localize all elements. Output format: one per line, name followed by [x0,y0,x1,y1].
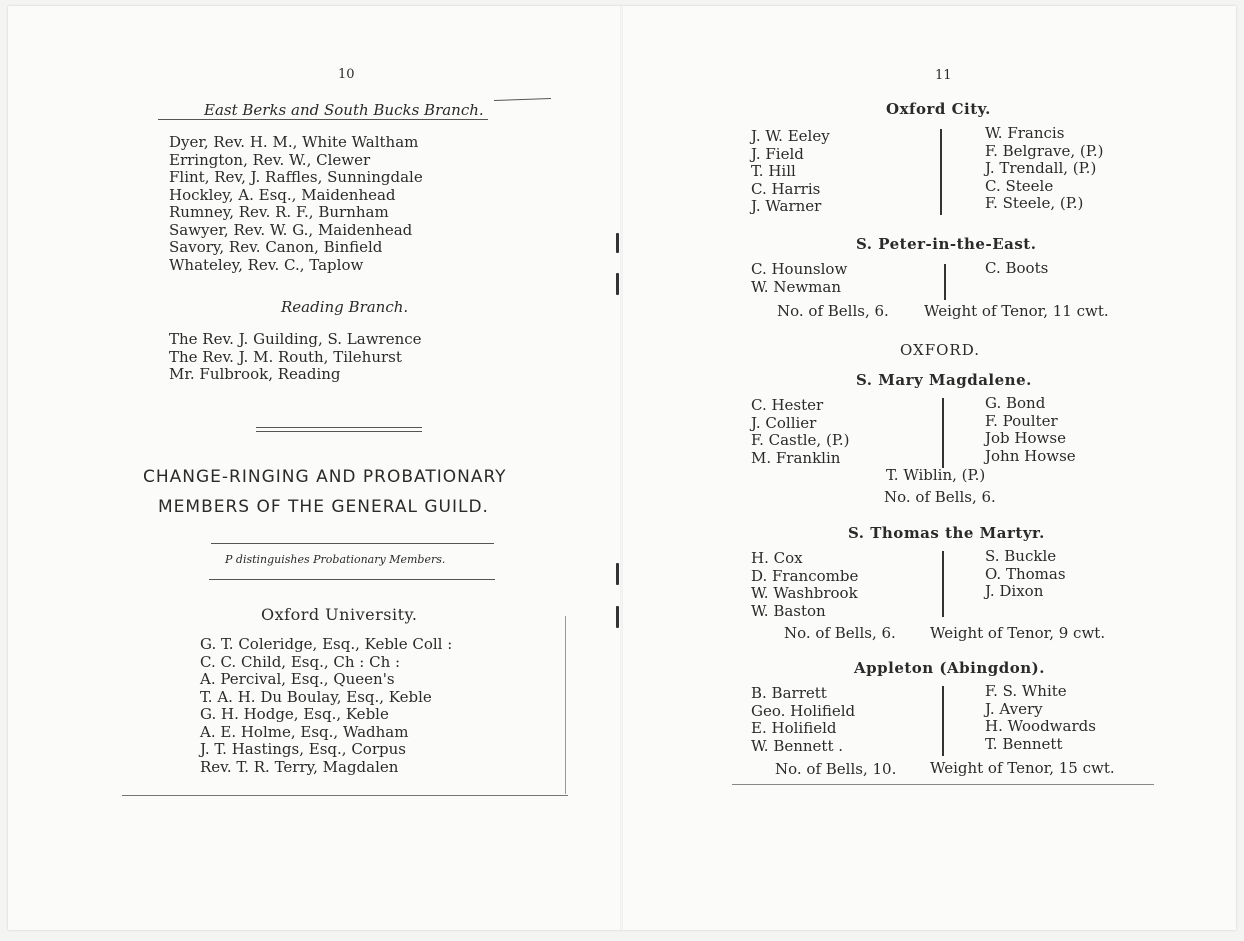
staple [616,606,619,628]
oxford-university-member-list [200,636,452,776]
list-item: Flint, Rev, J. Raffles, Sunningdale [169,168,423,186]
appleton-right-column [985,683,1096,753]
column-divider [940,129,942,215]
mary-magdalene-heading: S. Mary Magdalene. [856,371,1032,389]
right-page [622,6,1236,930]
list-item: G. T. Coleridge, Esq., Keble Coll : [200,635,453,653]
list-item: T. A. H. Du Boulay, Esq., Keble [200,687,432,706]
list-item: C. Hester [751,396,824,414]
section-title: CHANGE-RINGING AND PROBATIONARY [143,467,507,487]
column-divider [944,264,946,300]
column-divider [942,398,944,468]
list-item: F. Poulter [985,411,1058,430]
list-item: G. H. Hodge, Esq., Keble [200,705,389,723]
list-item: F. S. White [985,682,1067,700]
list-item: W. Newman [751,277,841,296]
list-item: J. Dixon [985,582,1044,600]
booklet-spread [8,6,1236,930]
list-item: Hockley, A. Esq., Maidenhead [169,185,396,204]
oxford-city-heading: Oxford City. [886,100,991,118]
list-item: O. Thomas [985,564,1066,583]
list-item: C. Boots [985,259,1049,277]
list-item: C. C. Child, Esq., Ch : Ch : [200,652,401,671]
thomas-martyr-heading: S. Thomas the Martyr. [848,524,1045,542]
oxford-city-right-column [985,125,1103,213]
list-item: W. Washbrook [751,584,858,602]
staple [616,563,619,585]
list-item: A. Percival, Esq., Queen's [200,670,395,688]
list-item: W. Baston [751,601,826,620]
list-item: M. Franklin [751,448,841,467]
list-item: G. Bond [985,394,1046,412]
list-item: H. Woodwards [985,717,1096,735]
list-item: T. Bennett [985,734,1063,753]
tenor-weight: Weight of Tenor, 15 cwt. [930,759,1115,777]
page-number: 11 [935,68,952,83]
list-item: J. W. Eeley [751,127,830,145]
bells-count: No. of Bells, 6. [884,488,996,506]
heading-underline [158,119,488,120]
list-item: Job Howse [985,429,1066,447]
divider-rule [209,579,495,580]
probationary-note: P distinguishes Probationary Members. [225,553,446,566]
east-berks-member-list [169,134,423,274]
bottom-rule [732,784,1154,785]
list-item: John Howse [985,446,1076,465]
tenor-weight: Weight of Tenor, 11 cwt. [924,302,1109,320]
clipping-edge [565,616,566,794]
list-item: J. T. Hastings, Esq., Corpus [200,740,406,758]
list-item: Geo. Holifield [751,701,856,720]
bells-count: No. of Bells, 10. [775,760,897,778]
section-title: MEMBERS OF THE GENERAL GUILD. [158,497,489,517]
list-item: C. Hounslow [751,260,848,278]
list-item: S. Buckle [985,547,1057,565]
tenor-weight: Weight of Tenor, 9 cwt. [930,624,1106,642]
staple [616,233,619,253]
mary-magdalene-left-column [751,397,850,467]
list-item: Mr. Fulbrook, Reading [169,365,341,383]
thomas-martyr-right-column [985,548,1066,601]
list-item: The Rev. J. M. Routh, Tilehurst [169,347,402,366]
list-item: F. Castle, (P.) [751,431,850,449]
oxford-city-left-column [751,128,830,216]
list-item: J. Trendall, (P.) [985,159,1097,177]
branch-heading-reading: Reading Branch. [281,298,409,316]
list-item: Rumney, Rev. R. F., Burnham [169,203,389,221]
bells-count: No. of Bells, 6. [777,302,889,320]
column-divider [942,686,944,756]
appleton-heading: Appleton (Abingdon). [854,659,1045,677]
left-page [8,6,622,930]
branch-heading-east-berks: East Berks and South Bucks Branch. [204,101,484,119]
list-item: J. Avery [985,699,1043,718]
oxford-university-heading: Oxford University. [261,605,418,624]
list-item: T. Hill [751,162,796,180]
column-divider [942,551,944,617]
list-item: The Rev. J. Guilding, S. Lawrence [169,330,422,348]
list-item: E. Holifield [751,719,837,737]
list-item: F. Steele, (P.) [985,194,1084,212]
list-item: J. Warner [751,197,822,215]
list-item: F. Belgrave, (P.) [985,141,1104,160]
list-item: B. Barrett [751,684,827,702]
oxford-heading: OXFORD. [900,341,980,359]
peter-in-east-right-column [985,260,1048,278]
list-item: J. Field [751,144,804,163]
list-item: C. Steele [985,176,1054,195]
mary-magdalene-right-column [985,395,1076,465]
list-item: J. Collier [751,413,817,432]
list-item: A. E. Holme, Esq., Wadham [200,722,409,741]
list-item: Rev. T. R. Terry, Magdalen [200,757,399,776]
peter-in-east-heading: S. Peter-in-the-East. [856,235,1037,253]
list-item: H. Cox [751,549,803,567]
staple [616,273,619,295]
list-item: Sawyer, Rev. W. G., Maidenhead [169,220,413,239]
list-item: D. Francombe [751,566,859,585]
divider-rule [256,427,422,428]
thomas-martyr-left-column [751,550,858,620]
list-item: Savory, Rev. Canon, Binfield [169,238,383,256]
list-item: Errington, Rev. W., Clewer [169,150,371,169]
list-item: Whateley, Rev. C., Taplow [169,255,364,274]
bells-count: No. of Bells, 6. [784,624,896,642]
list-item: C. Harris [751,179,821,198]
list-item: W. Francis [985,124,1065,142]
extra-member: T. Wiblin, (P.) [886,466,986,484]
list-item: Dyer, Rev. H. M., White Waltham [169,133,419,151]
peter-in-east-left-column [751,261,847,296]
page-number: 10 [338,67,355,82]
divider-rule [256,431,422,432]
divider-rule [211,543,494,544]
reading-member-list [169,331,422,384]
appleton-left-column [751,685,855,755]
bottom-rule [122,795,568,796]
list-item: W. Bennett . [751,736,844,755]
heading-underline-tail [494,98,551,101]
